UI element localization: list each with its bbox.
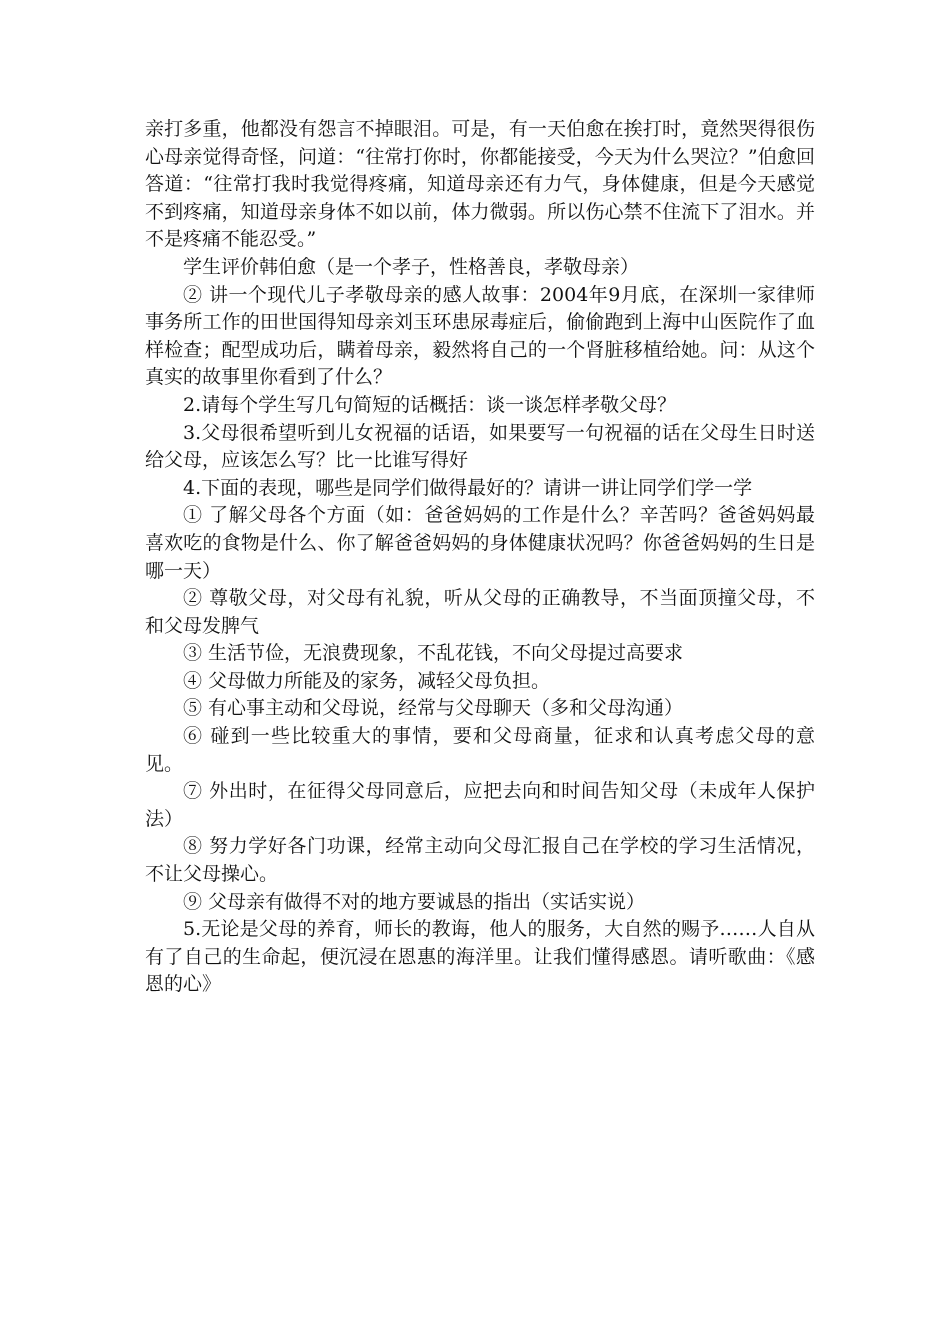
paragraph-item-3: 3.父母很希望听到儿女祝福的话语，如果要写一句祝福的话在父母生日时送给父母，应该怎么写？比一比谁写得好 [145, 421, 815, 472]
document-body [145, 116, 815, 999]
list-item-consult: ⑥ 碰到一些比较重大的事情，要和父母商量，征求和认真考虑父母的意见。 [145, 725, 815, 775]
list-item-frugal: ③ 生活节俭，无浪费现象，不乱花钱，不向父母提过高要求 [183, 642, 684, 665]
list-item-understand-parents: ① 了解父母各个方面（如：爸爸妈妈的工作是什么？辛苦吗？爸爸妈妈最喜欢吃的食物是什么、你了解爸爸妈妈的身体健康状况吗？你爸爸妈妈的生日是哪一天） [145, 504, 815, 582]
paragraph-story-continuation: 亲打多重，他都没有怨言不掉眼泪。可是，有一天伯愈在挨打时，竟然哭得很伤心母亲觉得奇怪，问道：“往常打你时，你都能接受，今天为什么哭泣？”伯愈回答道：“往常打我时我觉得疼痛，知道母亲还有力气，身体健康，但是今天感觉不到疼痛，知道母亲身体不如以前，体力微弱。所以伤心禁不住流下了泪水。并不是疼痛不能忍受。” [145, 118, 815, 251]
paragraph-modern-story: ② 讲一个现代儿子孝敬母亲的感人故事：2004年9月底，在深圳一家律师事务所工作的田世国得知母亲刘玉环患尿毒症后，偷偷跑到上海中山医院作了血样检查；配型成功后，瞒着母亲，毅然将自己的一个肾脏移植给她。问：从这个真实的故事里你看到了什么？ [145, 283, 815, 389]
paragraph-item-4: 4.下面的表现，哪些是同学们做得最好的？请讲一讲让同学们学一学 [183, 476, 753, 499]
list-item-respect-parents: ② 尊敬父母，对父母有礼貌，听从父母的正确教导，不当面顶撞父母，不和父母发脾气 [145, 587, 815, 637]
list-item-inform-going-out: ⑦ 外出时，在征得父母同意后，应把去向和时间告知父母（未成年人保护法） [145, 780, 815, 830]
paragraph-student-evaluation: 学生评价韩伯愈（是一个孝子，性格善良，孝敬母亲） [183, 255, 640, 278]
paragraph-item-2: 2.请每个学生写几句简短的话概括：谈一谈怎样孝敬父母？ [183, 393, 677, 416]
list-item-housework: ④ 父母做力所能及的家务，减轻父母负担。 [183, 669, 551, 692]
list-item-communicate: ⑤ 有心事主动和父母说，经常与父母聊天（多和父母沟通） [183, 697, 684, 720]
list-item-honest: ⑨ 父母亲有做得不对的地方要诚恳的指出（实话实说） [183, 890, 646, 913]
paragraph-item-5: 5.无论是父母的养育，师长的教诲，他人的服务，大自然的赐予……人自从有了自己的生命起，便沉浸在恩惠的海洋里。让我们懂得感恩。请听歌曲：《感恩的心》 [145, 918, 815, 996]
list-item-study: ⑧ 努力学好各门功课，经常主动向父母汇报自己在学校的学习生活情况，不让父母操心。 [145, 835, 815, 886]
